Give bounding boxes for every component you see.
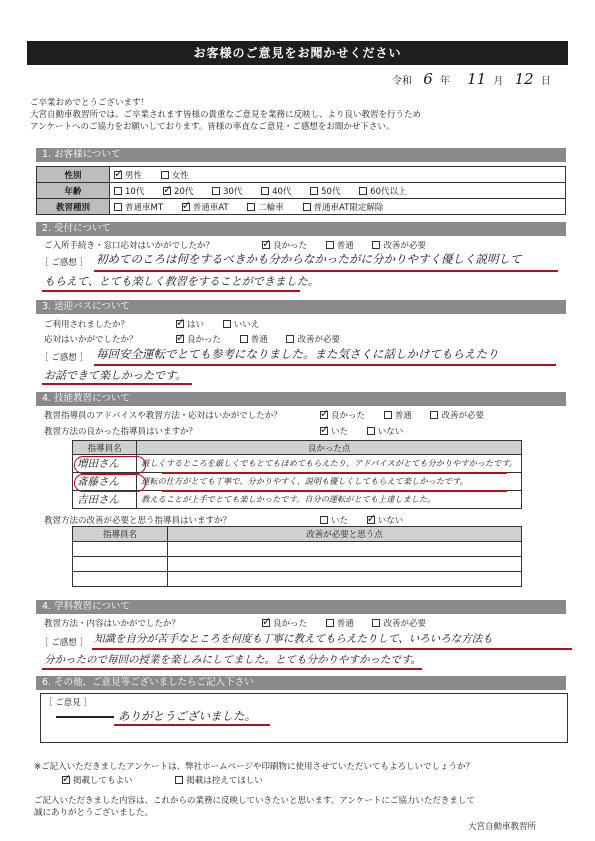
date-day: 12: [514, 70, 534, 88]
option-needs-improvement[interactable]: [372, 239, 426, 251]
option-label: 女性: [171, 170, 189, 181]
instructor-name: 増田さん: [73, 455, 137, 473]
row-label: 教習種別: [37, 199, 110, 215]
empty-cell[interactable]: [168, 542, 522, 557]
option-label: 普通: [336, 619, 354, 629]
option-no[interactable]: [367, 514, 404, 526]
classroom-question: 教習方法・内容はいかがでしたか？: [44, 619, 181, 629]
checkbox[interactable]: [223, 320, 231, 328]
checkbox[interactable]: [320, 411, 328, 419]
pen-underline: [94, 270, 558, 272]
reception-question: ご入所手続き・窓口応対はいかがでしたか？: [44, 241, 215, 251]
option-normal[interactable]: [240, 333, 268, 345]
option-label: 30代: [223, 186, 243, 197]
option-at-release[interactable]: [303, 201, 384, 213]
empty-cell[interactable]: [168, 557, 522, 572]
checkbox[interactable]: [262, 241, 270, 249]
option-label: 10代: [125, 186, 145, 197]
checkbox[interactable]: [384, 411, 392, 419]
option-label: 良かった: [273, 619, 308, 629]
comment-label-text: ご意見: [55, 698, 81, 708]
option-no[interactable]: [223, 318, 260, 330]
pen-underline: [162, 472, 507, 474]
option-20s[interactable]: [163, 185, 193, 197]
checkbox[interactable]: [247, 203, 255, 211]
closing-line: ご記入いただきました内容は、これからの業務に反映していきたいと思います。アンケートにご協力いただきまして: [34, 796, 475, 806]
option-label: 良かった: [273, 241, 308, 251]
pen-circle: [74, 474, 146, 492]
option-label: 60代以上: [370, 186, 407, 197]
option-female[interactable]: [161, 169, 189, 181]
good-instructor-options: [320, 425, 419, 437]
intro-text: [30, 97, 570, 133]
instructor-good-point: 運転の仕方がとても丁寧で、分かりやすく、説明も優しくしてもらえて楽しかったです。: [137, 473, 522, 491]
checkbox[interactable]: [320, 516, 328, 524]
checkbox[interactable]: [310, 187, 318, 195]
checkbox[interactable]: [303, 203, 311, 211]
comment-label-text: ご感想: [51, 638, 77, 648]
pen-underline: [42, 383, 192, 385]
bus-service-options: [176, 333, 356, 345]
driving-options: [320, 409, 500, 421]
table-row: [37, 183, 566, 199]
option-label: いいえ: [233, 320, 260, 330]
checkbox[interactable]: [114, 187, 122, 195]
option-label: 二輪車: [258, 202, 284, 213]
column-header: 指導員名: [73, 527, 168, 542]
checkbox[interactable]: [326, 241, 334, 249]
checkbox[interactable]: [114, 171, 122, 179]
bus-usage-question: ご利用されましたか？: [44, 320, 130, 330]
option-yes[interactable]: [320, 514, 348, 526]
reception-comment-line2: もらえて、とても楽しく教習をすることができました。: [44, 275, 319, 288]
checkbox[interactable]: [161, 171, 169, 179]
intro-line: アンケートへのご協力をお願いしております。皆様の率直なご意見・ご感想をお聞かせ下さい。: [30, 122, 395, 132]
date-era: 令和: [392, 76, 412, 87]
option-label: 掲載してもよい: [73, 776, 133, 786]
checkbox[interactable]: [114, 203, 122, 211]
option-label: 50代: [321, 186, 341, 197]
option-allow[interactable]: [62, 774, 133, 786]
date: [392, 70, 572, 88]
option-label: 普通車AT: [192, 202, 229, 213]
option-label: いた: [331, 516, 349, 526]
option-motorcycle[interactable]: [247, 201, 284, 213]
option-label: 改善が必要: [383, 619, 426, 629]
option-label: 男性: [125, 170, 143, 181]
option-label: 普通: [336, 241, 354, 251]
date-month: 11: [467, 70, 487, 88]
table-row: [37, 199, 566, 215]
checkbox[interactable]: [62, 776, 70, 784]
section-header-reception: 2. 受付について: [36, 222, 566, 236]
instructor-name: 吉田さん: [73, 491, 137, 509]
option-label: 普通車MT: [125, 202, 164, 213]
customer-table: [36, 166, 566, 215]
comment-label: ［ ご感想 ］: [40, 258, 88, 268]
option-at[interactable]: [182, 201, 229, 213]
checkbox[interactable]: [430, 411, 438, 419]
driving-question: 教習指導員のアドバイスや教習方法・応対はいかがでしたか？: [44, 411, 282, 421]
row-label: 年齢: [37, 183, 110, 199]
classroom-options: [262, 617, 442, 629]
pen-underline: [92, 648, 572, 650]
empty-cell[interactable]: [73, 557, 168, 572]
table-row: [37, 167, 566, 183]
option-label: いない: [377, 427, 404, 437]
reception-options: [262, 239, 442, 251]
table-row: [73, 491, 522, 509]
bus-comment-line1: 毎回安全運転でとても参考になりました。また気さくに話しかけてもらえたり: [96, 347, 499, 361]
option-label: 普通: [394, 411, 412, 421]
option-no[interactable]: [367, 425, 404, 437]
reception-comment-line1: 初めてのころは何をするべきかも分からなかったがに分かりやすく優しく説明して: [96, 252, 522, 266]
instructor-name: 斎藤さん: [73, 473, 137, 491]
option-label: 40代: [272, 186, 292, 197]
classroom-comment-line1: 知識を自分が苦手なところを何度も丁寧に教えてもらえたりして、いろいろな方法も: [94, 633, 493, 645]
checkbox[interactable]: [261, 187, 269, 195]
checkbox[interactable]: [176, 320, 184, 328]
bus-comment-line2: お話できて楽しかったです。: [44, 369, 187, 382]
checkbox[interactable]: [372, 619, 380, 627]
option-decline[interactable]: [175, 774, 263, 786]
instructor-good-point: 教えることが上手でとても楽しかったです。自分の運転がとても上達しました。: [137, 491, 522, 509]
option-label: 良かった: [331, 411, 366, 421]
other-comment: ありがとうございました。: [118, 709, 256, 723]
date-month-unit: 月: [493, 76, 504, 87]
checkbox[interactable]: [367, 427, 375, 435]
row-label: 性別: [37, 167, 110, 183]
closing-line: 誠にありがとうございました。: [34, 808, 154, 818]
footer-school-name: 大宮自動車教習所: [468, 822, 537, 832]
option-good[interactable]: [262, 239, 307, 251]
table-header-row: [73, 527, 522, 542]
intro-line: 大宮自動車教習所では、ご卒業されます皆様の貴重なご意見を業務に反映し、より良い教習を行うため: [30, 110, 422, 120]
table-row: [73, 572, 522, 587]
option-good[interactable]: [176, 333, 221, 345]
strike-out-mark: [56, 716, 114, 718]
section-header-bus: 3. 送迎バスについて: [36, 300, 566, 314]
option-label: 普通車AT限定解除: [313, 202, 384, 213]
pen-circle: [74, 456, 146, 474]
option-label: いない: [377, 516, 404, 526]
table-header-row: [73, 441, 522, 455]
option-label: 改善が必要: [297, 335, 340, 345]
option-label: 普通: [250, 335, 268, 345]
option-good[interactable]: [320, 409, 365, 421]
option-yes[interactable]: [320, 425, 348, 437]
empty-cell[interactable]: [168, 572, 522, 587]
pen-underline: [42, 668, 422, 670]
option-60s-plus[interactable]: [359, 185, 406, 197]
option-needs-improvement[interactable]: [372, 617, 426, 629]
option-label: 良かった: [187, 335, 222, 345]
gender-options: [110, 167, 566, 183]
instructor-good-point: 厳しくするところを厳しくでもとてもほめてもらえたり、アドバイスがとても分かりやすかったです。: [137, 455, 522, 473]
checkbox[interactable]: [320, 427, 328, 435]
checkbox[interactable]: [212, 187, 220, 195]
column-header: 良かった点: [137, 441, 522, 455]
table-row: [73, 557, 522, 572]
bad-instructor-question: 教習方法の改善が必要と思う指導員はいますか？: [44, 516, 232, 526]
option-30s[interactable]: [212, 185, 242, 197]
option-normal[interactable]: [384, 409, 412, 421]
option-normal[interactable]: [326, 617, 354, 629]
checkbox[interactable]: [240, 335, 248, 343]
section-header-driving: 4. 技能教習について: [36, 392, 566, 406]
date-year-unit: 年: [439, 76, 450, 87]
checkbox[interactable]: [175, 776, 183, 784]
table-row: [73, 542, 522, 557]
age-options: [110, 183, 566, 199]
checkbox[interactable]: [372, 241, 380, 249]
good-instructor-question: 教習方法の良かった指導員はいますか？: [44, 427, 198, 437]
date-day-unit: 日: [540, 76, 551, 87]
option-good[interactable]: [262, 617, 307, 629]
section-header-customer: 1. お客様について: [36, 148, 566, 162]
pen-underline: [94, 364, 556, 366]
option-40s[interactable]: [261, 185, 291, 197]
comment-label-text: ご感想: [51, 258, 77, 268]
empty-cell[interactable]: [73, 572, 168, 587]
closing-text: [34, 795, 475, 819]
option-10s[interactable]: [114, 185, 144, 197]
bad-instructor-table: [72, 526, 522, 587]
pen-underline: [114, 724, 270, 726]
option-needs-improvement[interactable]: [430, 409, 484, 421]
comment-label: ［ ご感想 ］: [40, 353, 88, 363]
option-normal[interactable]: [326, 239, 354, 251]
comment-label: ［ ご感想 ］: [40, 638, 88, 648]
pen-underline: [42, 290, 300, 292]
checkbox[interactable]: [176, 335, 184, 343]
bus-service-question: 応対はいかがでしたか？: [44, 335, 138, 345]
section-header-other: 6. その他、ご意見等ございましたらご記入下さい: [36, 676, 566, 690]
checkbox[interactable]: [286, 335, 294, 343]
consent-question: ※ご記入いただきましたアンケートは、弊社ホームページや印刷物に使用させていただいてもよろしいでしょうか？: [34, 762, 474, 772]
option-50s[interactable]: [310, 185, 340, 197]
option-needs-improvement[interactable]: [286, 333, 340, 345]
option-label: 改善が必要: [383, 241, 426, 251]
classroom-comment-line2: 分かったので毎回の授業を楽しみにしてました。とても分かりやすかったです。: [44, 654, 422, 666]
bus-usage-options: [176, 318, 275, 330]
comment-label-text: ご感想: [51, 353, 77, 363]
bad-instructor-options: [320, 514, 419, 526]
checkbox[interactable]: [359, 187, 367, 195]
option-label: はい: [187, 320, 205, 330]
pen-underline: [162, 490, 507, 492]
option-label: 20代: [174, 186, 194, 197]
checkbox[interactable]: [163, 187, 171, 195]
checkbox[interactable]: [367, 516, 375, 524]
section-header-classroom: 4. 学科教習について: [36, 600, 566, 614]
option-male[interactable]: [114, 169, 142, 181]
consent-options: [62, 774, 279, 786]
column-header: 指導員名: [73, 441, 137, 455]
empty-cell[interactable]: [73, 542, 168, 557]
comment-label: ［ ご意見 ］: [44, 698, 92, 708]
option-label: 改善が必要: [441, 411, 484, 421]
column-header: 改善が必要と思う点: [168, 527, 522, 542]
option-mt[interactable]: [114, 201, 163, 213]
checkbox[interactable]: [326, 619, 334, 627]
page-title: お客様のご意見をお聞かせください: [27, 41, 568, 65]
checkbox[interactable]: [182, 203, 190, 211]
course-options: [110, 199, 566, 215]
intro-line: ご卒業おめでとうございます！: [30, 98, 150, 108]
option-label: いた: [331, 427, 349, 437]
date-year: 6: [423, 70, 433, 88]
checkbox[interactable]: [262, 619, 270, 627]
option-yes[interactable]: [176, 318, 204, 330]
option-label: 掲載は控えてほしい: [186, 776, 263, 786]
